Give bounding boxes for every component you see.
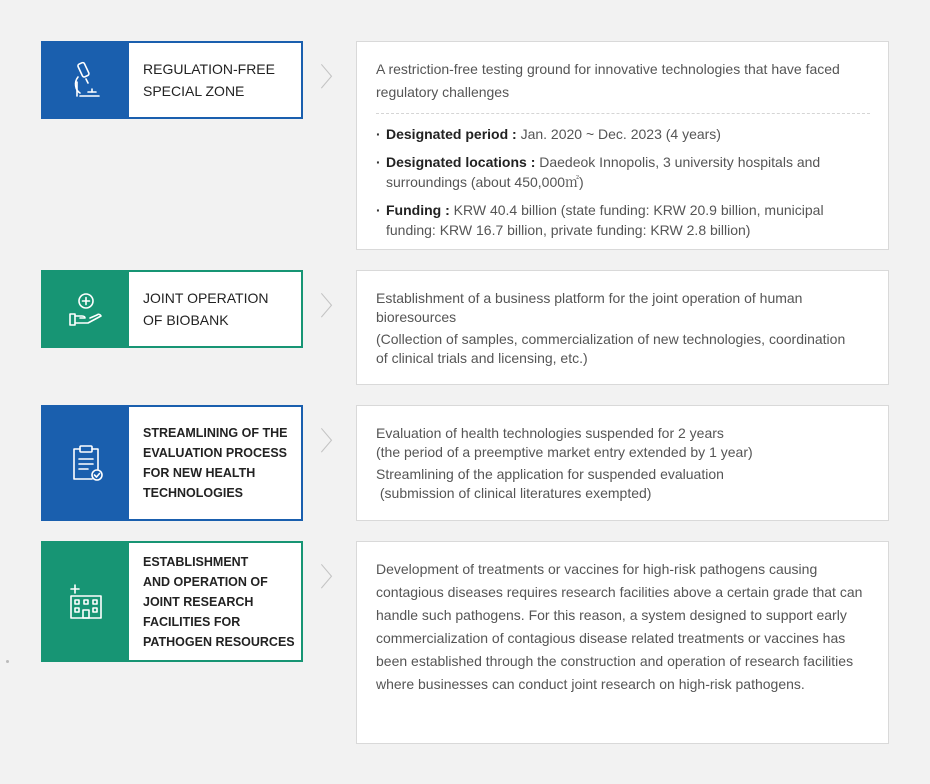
description-paragraph: Development of treatments or vaccines for high-risk pathogens causing contagious diseases requires research facilities above a certain grade that can handle such pathogens. For this reason, a system designed to support early commercialization of contagious disease related treatments or vaccines has been established through the construction and operation of research facilities where businesses can conduct joint research on high-risk pathogens.	[376, 561, 863, 692]
divider	[376, 113, 870, 114]
regulation-free-zone-description	[356, 41, 889, 250]
chevron-right-icon: 〉	[320, 562, 347, 592]
hand-medical-icon	[66, 289, 106, 329]
joint-biobank-description	[356, 270, 889, 385]
joint-biobank-card	[41, 270, 303, 348]
item-title: STREAMLINING OF THE EVALUATION PROCESS FOR NEW HEALTH TECHNOLOGIES	[143, 426, 288, 500]
icon-box	[43, 43, 129, 117]
item-title: JOINT OPERATION OF BIOBANK	[143, 290, 269, 328]
decorative-dot	[6, 660, 9, 663]
description-line: Establishment of a business platform for the joint operation of human bioresources	[376, 290, 803, 325]
clipboard-check-icon	[66, 443, 106, 483]
chevron-right-icon: 〉	[320, 62, 347, 92]
icon-box	[43, 407, 129, 519]
item-title: ESTABLISHMENT AND OPERATION OF JOINT RESEARCH FACILITIES FOR PATHOGEN RESOURCES	[143, 554, 295, 649]
icon-box	[43, 272, 129, 346]
detail-item-funding: · Funding : KRW 40.4 billion (state funding: KRW 20.9 billion, municipal funding: KRW 16.7 billion, private funding: KRW 2.8 billion)	[376, 200, 870, 240]
intro-text: A restriction-free testing ground for innovative technologies that have faced regulatory challenges	[376, 61, 840, 100]
item-title: REGULATION-FREE SPECIAL ZONE	[143, 61, 275, 99]
chevron-right-icon: 〉	[320, 291, 347, 321]
evaluation-process-description	[356, 405, 889, 521]
description-line: Evaluation of health technologies suspended for 2 years	[376, 425, 724, 441]
pathogen-facilities-description	[356, 541, 889, 744]
regulation-free-zone-card	[41, 41, 303, 119]
description-line: (Collection of samples, commercialization of new technologies, coordination of clinical trials and licensing, etc.)	[376, 331, 846, 366]
description-line: Streamlining of the application for suspended evaluation	[376, 466, 724, 482]
evaluation-process-card	[41, 405, 303, 521]
description-line: (the period of a preemptive market entry extended by 1 year)	[376, 444, 753, 460]
detail-item-period: · Designated period : Jan. 2020 ~ Dec. 2023 (4 years)	[376, 124, 870, 144]
detail-item-locations: · Designated locations : Daedeok Innopolis, 3 university hospitals and surroundings (about 450,000㎡)	[376, 152, 870, 192]
microscope-icon	[66, 60, 106, 100]
icon-box	[43, 543, 129, 660]
pathogen-facilities-card	[41, 541, 303, 662]
description-line: (submission of clinical literatures exempted)	[376, 485, 652, 501]
chevron-right-icon: 〉	[320, 426, 347, 456]
hospital-building-icon	[66, 582, 106, 622]
